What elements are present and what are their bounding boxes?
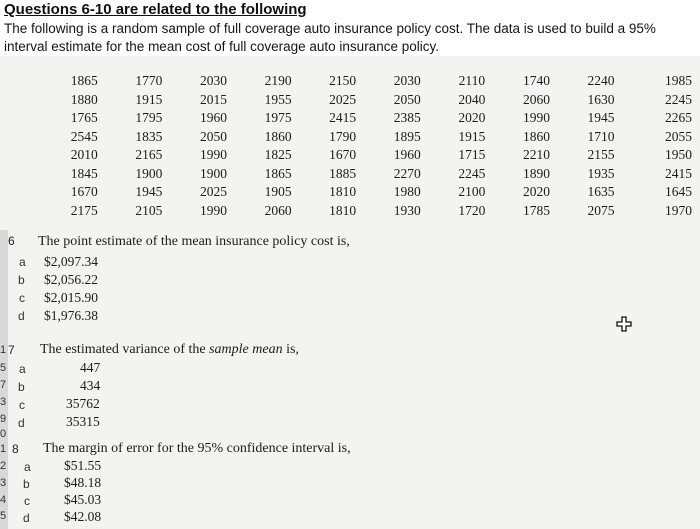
table-cell: 1990 [199, 202, 227, 218]
row-number: 2 [0, 460, 7, 472]
table-row [52, 183, 698, 202]
row-number: 9 [0, 413, 7, 425]
q8-option-a-value: $51.55 [64, 458, 102, 473]
section-title: Questions 6-10 are related to the following [4, 1, 307, 18]
q6-option-d-letter: d [18, 309, 25, 323]
table-cell: 1630 [587, 91, 615, 107]
table-cell: 2050 [393, 91, 421, 107]
q6-option-d-value: $1,976.38 [44, 308, 98, 323]
q8-option-d-letter: d [23, 511, 30, 525]
table-cell: 2190 [264, 73, 292, 89]
question-7-italic-text: sample mean [209, 342, 283, 357]
table-cell: 1945 [587, 110, 615, 126]
q6-option-a-letter: a [19, 255, 26, 269]
row-number: 1 [0, 443, 7, 455]
plus-cursor-icon [616, 316, 632, 332]
table-cell: 1785 [522, 202, 550, 218]
table-cell: 1765 [70, 110, 98, 126]
question-7-text: The estimated variance of the sample mean is, [40, 342, 299, 357]
question-6-number: 6 [8, 234, 15, 248]
q6-option-c-letter: c [19, 291, 25, 305]
table-cell: 1945 [135, 184, 163, 200]
q6-option-b-value: $2,056.22 [44, 272, 98, 287]
table-cell: 1795 [135, 110, 163, 126]
q8-option-c-value: $45.03 [64, 492, 102, 507]
question-8-number: 8 [12, 442, 19, 456]
table-cell: 1790 [329, 128, 357, 144]
table-cell: 2030 [393, 73, 421, 89]
table-cell: 1885 [329, 165, 357, 181]
table-cell: 1975 [264, 110, 292, 126]
table-cell: 2015 [199, 91, 227, 107]
table-cell: 1960 [393, 147, 421, 163]
table-cell: 2025 [329, 91, 357, 107]
table-cell: 2415 [329, 110, 357, 126]
row-number: 5 [0, 362, 7, 374]
row-number: 4 [0, 494, 7, 506]
table-cell: 2105 [135, 202, 163, 218]
table-cell: 2210 [522, 147, 550, 163]
q7-option-a-letter: a [19, 362, 26, 376]
q7-option-a-value: 447 [80, 360, 101, 375]
table-cell: 2055 [665, 128, 692, 144]
table-cell: 2100 [458, 184, 486, 200]
table-cell: 2150 [329, 73, 357, 89]
table-cell: 2155 [587, 147, 615, 163]
q8-option-c-letter: c [24, 494, 30, 508]
table-row [52, 128, 698, 147]
q7-option-d-value: 35315 [66, 414, 100, 429]
q7-option-c-letter: c [19, 398, 25, 412]
table-cell: 1710 [587, 128, 615, 144]
document-header [0, 0, 700, 56]
table-cell: 1960 [199, 110, 227, 126]
table-cell: 2110 [458, 73, 486, 89]
table-cell: 2010 [70, 147, 98, 163]
table-cell: 1670 [70, 184, 98, 200]
table-cell: 1810 [329, 202, 357, 218]
table-cell: 1715 [458, 147, 486, 163]
table-cell: 1860 [264, 128, 292, 144]
table-cell: 1670 [329, 147, 357, 163]
table-cell: 2385 [393, 110, 421, 126]
row-number: 0 [0, 428, 7, 440]
table-cell: 1955 [264, 91, 292, 107]
table-cell: 1835 [135, 128, 163, 144]
row-number: 3 [0, 396, 7, 408]
table-cell: 1970 [665, 202, 692, 218]
table-cell: 1950 [665, 147, 692, 163]
table-cell: 2060 [264, 202, 292, 218]
sample-data-table [52, 72, 698, 220]
table-cell: 2165 [135, 147, 163, 163]
q8-option-b-letter: b [23, 477, 30, 491]
row-number: 1 [0, 344, 7, 356]
table-row [52, 146, 698, 165]
q8-option-a-letter: a [24, 460, 31, 474]
table-cell: 2270 [393, 165, 421, 181]
table-cell: 1865 [264, 165, 292, 181]
table-cell: 2020 [522, 184, 550, 200]
table-cell: 2415 [665, 165, 692, 181]
table-cell: 2050 [199, 128, 227, 144]
table-cell: 1890 [522, 165, 550, 181]
table-cell: 1895 [393, 128, 421, 144]
table-cell: 2030 [199, 73, 227, 89]
table-cell: 1845 [70, 165, 98, 181]
table-cell: 1635 [587, 184, 615, 200]
q6-option-b-letter: b [18, 273, 25, 287]
table-cell: 1990 [522, 110, 550, 126]
table-cell: 2060 [522, 91, 550, 107]
table-cell: 1930 [393, 202, 421, 218]
table-cell: 1905 [264, 184, 292, 200]
question-8-text: The margin of error for the 95% confidence interval is, [43, 441, 351, 456]
table-cell: 1880 [70, 91, 98, 107]
table-cell: 2175 [70, 202, 98, 218]
table-row [52, 91, 698, 110]
table-cell: 2245 [665, 91, 692, 107]
table-row [52, 72, 698, 91]
table-cell: 2545 [70, 128, 98, 144]
q8-option-b-value: $48.18 [64, 475, 102, 490]
table-cell: 1900 [135, 165, 163, 181]
q7-option-c-value: 35762 [66, 396, 100, 411]
table-cell: 1720 [458, 202, 486, 218]
table-cell: 1915 [458, 128, 486, 144]
table-cell: 2240 [587, 73, 615, 89]
q6-option-a-value: $2,097.34 [44, 254, 98, 269]
table-cell: 2040 [458, 91, 486, 107]
table-cell: 1990 [199, 147, 227, 163]
q7-option-d-letter: d [18, 416, 25, 430]
q6-option-c-value: $2,015.90 [44, 290, 98, 305]
question-6-text: The point estimate of the mean insurance policy cost is, [38, 234, 350, 249]
q7-option-b-letter: b [18, 380, 25, 394]
table-cell: 1860 [522, 128, 550, 144]
table-cell: 1900 [199, 165, 227, 181]
table-row [52, 165, 698, 184]
table-row [52, 109, 698, 128]
row-number: 5 [0, 510, 7, 522]
table-cell: 1825 [264, 147, 292, 163]
table-row [52, 202, 698, 221]
table-cell: 2075 [587, 202, 615, 218]
q7-option-b-value: 434 [80, 378, 101, 393]
table-cell: 1645 [665, 184, 692, 200]
q8-option-d-value: $42.08 [64, 509, 102, 524]
table-cell: 1810 [329, 184, 357, 200]
table-cell: 1770 [135, 73, 163, 89]
table-cell: 1865 [70, 73, 98, 89]
table-cell: 2025 [199, 184, 227, 200]
row-number: 7 [0, 379, 7, 391]
table-cell: 2265 [665, 110, 692, 126]
table-cell: 2020 [458, 110, 486, 126]
table-cell: 1915 [135, 91, 163, 107]
intro-paragraph: The following is a random sample of full coverage auto insurance policy cost. The data is used to build a 95% interval estimate for the mean cost of full coverage auto insurance policy. [4, 21, 656, 54]
table-cell: 1985 [665, 73, 692, 89]
table-cell: 1935 [587, 165, 615, 181]
row-number: 3 [0, 477, 7, 489]
question-7-number: 7 [8, 343, 15, 357]
table-cell: 2245 [458, 165, 486, 181]
table-cell: 1740 [522, 73, 550, 89]
table-cell: 1980 [393, 184, 421, 200]
